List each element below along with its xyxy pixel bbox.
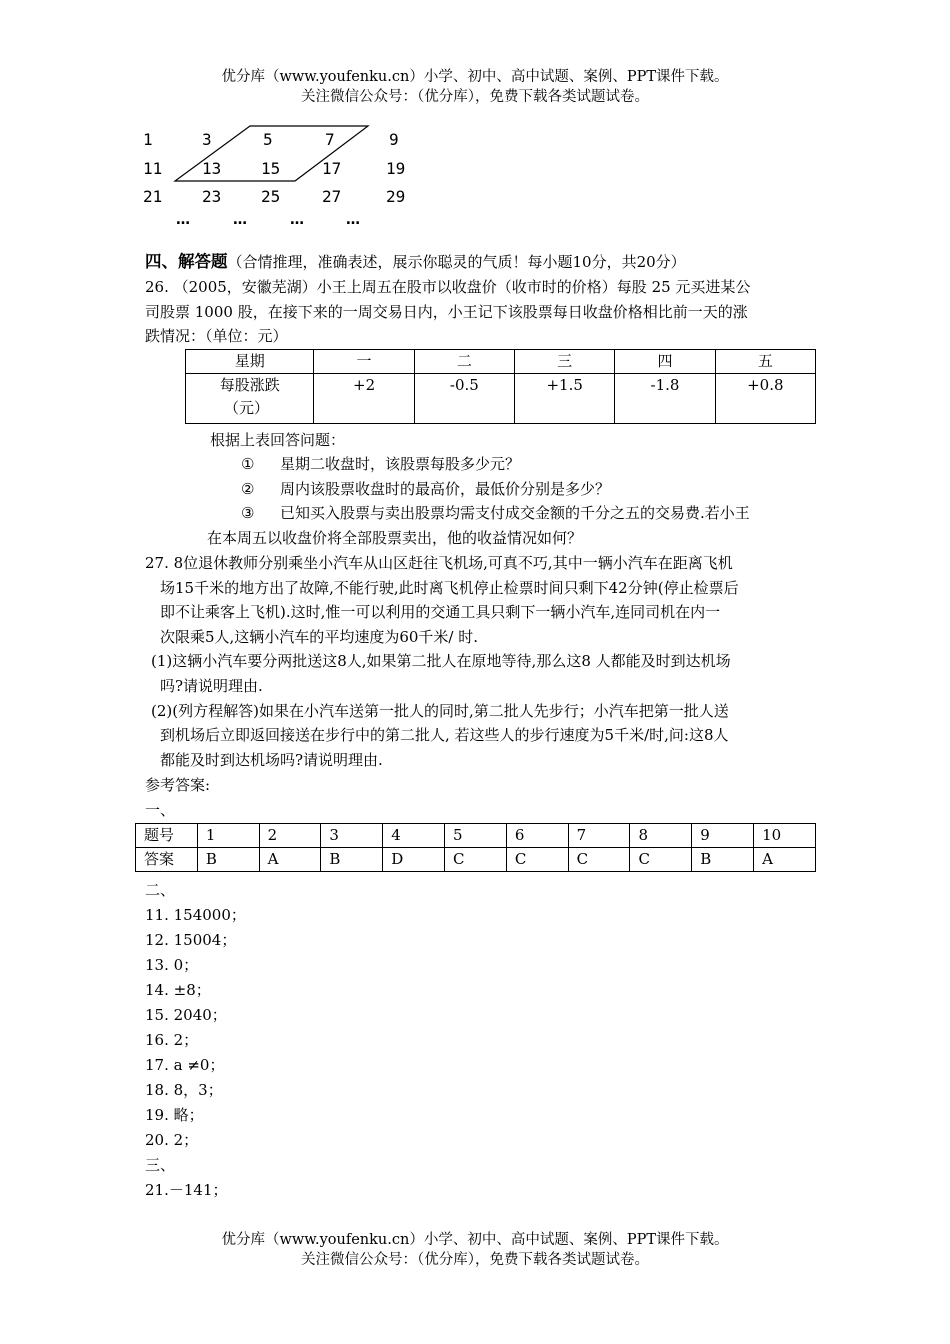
- grid-ellipsis: …: [233, 212, 247, 228]
- q27-line-1: 27. 8位退休教师分别乘坐小汽车从山区赶往飞机场,可真不巧,其中一辆小汽车在距离飞机: [145, 554, 733, 572]
- grid-cell: 25: [261, 187, 281, 206]
- grid-cell: 27: [322, 187, 342, 206]
- table-cell: 答案: [136, 848, 198, 872]
- table-cell: -0.5: [414, 374, 514, 424]
- grid-cell: 21: [143, 187, 163, 206]
- answer-item: 18. 8，3；: [145, 1081, 223, 1099]
- grid-cell: 5: [263, 130, 273, 149]
- table-cell: 五: [715, 350, 815, 374]
- footer-line-1: 优分库（www.youfenku.cn）小学、初中、高中试题、案例、PPT课件下载。: [221, 1232, 729, 1248]
- grid-ellipsis: …: [176, 212, 190, 228]
- table-cell: 2: [259, 824, 321, 848]
- answer-item: 19. 略；: [145, 1106, 204, 1124]
- q26-sub1: 星期二收盘时，该股票每股多少元？: [280, 455, 521, 473]
- q27-part1-b: 吗?请说明理由.: [160, 677, 263, 695]
- section-4-subtitle: （合情推理，准确表述，展示你聪灵的气质！每小题10分，共20分）: [227, 253, 686, 271]
- row-label-unit: （元）: [224, 399, 270, 417]
- section-4-title: 四、解答题: [145, 252, 228, 271]
- table-cell: +0.8: [715, 374, 815, 424]
- table-cell: 星期: [186, 350, 314, 374]
- answer-item: 11. 154000；: [145, 906, 246, 924]
- q26-line-3: 跌情况：（单位：元）: [145, 327, 288, 345]
- q27-part1-a: (1)这辆小汽车要分两批送这8人,如果第二批人在原地等待,那么这8 人都能及时到达机场: [151, 652, 731, 670]
- q26-prompt: 根据上表回答问题：: [210, 431, 346, 449]
- answer-item: 17. a ≠0；: [145, 1056, 225, 1074]
- table-cell: 10: [754, 824, 816, 848]
- answer-item-21: 21.－141；: [145, 1181, 228, 1199]
- table-cell: 一: [314, 350, 414, 374]
- table-cell: 8: [630, 824, 692, 848]
- table-cell: -1.8: [615, 374, 715, 424]
- table-cell: A: [754, 848, 816, 872]
- grid-cell: 3: [202, 130, 212, 149]
- table-cell: A: [259, 848, 321, 872]
- q26-line-1: 26. （2005，安徽芜湖）小王上周五在股市以收盘价（收市时的价格）每股 25 元买进某公: [145, 278, 751, 296]
- table-cell: C: [630, 848, 692, 872]
- grid-cell: 13: [202, 159, 222, 178]
- answers-part-2: 二、: [145, 881, 176, 899]
- grid-cell: 7: [325, 130, 335, 149]
- answers-title: 参考答案:: [145, 776, 211, 794]
- table-row: [186, 374, 816, 424]
- q26-sub1-mark: ①: [241, 455, 255, 473]
- table-row: [186, 350, 816, 374]
- answer-item: 14. ±8；: [145, 981, 211, 999]
- grid-cell: 23: [202, 187, 222, 206]
- answer-item: 12. 15004；: [145, 931, 237, 949]
- q26-sub2: 周内该股票收盘时的最高价，最低价分别是多少？: [280, 480, 611, 498]
- table-row: [136, 824, 816, 848]
- q26-sub3-cont: 在本周五以收盘价将全部股票卖出，他的收益情况如何？: [207, 529, 583, 547]
- grid-cell: 19: [386, 159, 406, 178]
- grid-cell: 17: [322, 159, 342, 178]
- answer-item: 13. 0；: [145, 956, 199, 974]
- header-line-1: 优分库（www.youfenku.cn）小学、初中、高中试题、案例、PPT课件下载。: [221, 69, 729, 85]
- grid-cell: 1: [143, 130, 153, 149]
- q27-part2-b: 到机场后立即返回接送在步行中的第二批人, 若这些人的步行速度为5千米/时,问:这8人: [160, 726, 729, 744]
- table-cell: 6: [506, 824, 568, 848]
- grid-cell: 15: [261, 159, 281, 178]
- table-cell: 7: [568, 824, 630, 848]
- table-cell: 题号: [136, 824, 198, 848]
- footer-line-2: 关注微信公众号：（优分库），免费下载各类试题试卷。: [301, 1252, 649, 1268]
- q27-part2-c: 都能及时到达机场吗?请说明理由.: [160, 751, 383, 769]
- grid-cell: 11: [143, 159, 163, 178]
- table-cell: +2: [314, 374, 414, 424]
- table-cell: C: [506, 848, 568, 872]
- header-line-2: 关注微信公众号：（优分库），免费下载各类试题试卷。: [301, 89, 649, 105]
- q27-line-3: 即不让乘客上飞机).这时,惟一可以利用的交通工具只剩下一辆小汽车,连同司机在内一: [160, 603, 721, 621]
- table-cell: [186, 374, 314, 424]
- table-row: [136, 848, 816, 872]
- table-cell: C: [445, 848, 507, 872]
- section-4-heading: [145, 252, 686, 272]
- table-cell: 四: [615, 350, 715, 374]
- table-cell: 3: [321, 824, 383, 848]
- q26-sub3-mark: ③: [241, 504, 255, 522]
- table-cell: 9: [692, 824, 754, 848]
- table-cell: +1.5: [515, 374, 615, 424]
- row-label: 每股涨跌: [219, 376, 280, 394]
- table-cell: 三: [515, 350, 615, 374]
- table-cell: D: [383, 848, 445, 872]
- q27-line-4: 次限乘5人,这辆小汽车的平均速度为60千米/ 时.: [160, 628, 478, 646]
- q26-line-2: 司股票 1000 股，在接下来的一周交易日内，小王记下该股票每日收盘价格相比前一天的涨: [145, 303, 748, 321]
- grid-ellipsis: …: [290, 212, 304, 228]
- answers-part-3: 三、: [145, 1156, 176, 1174]
- table-cell: C: [568, 848, 630, 872]
- answer-item: 16. 2；: [145, 1031, 199, 1049]
- answer-item: 15. 2040；: [145, 1006, 227, 1024]
- answers-part-1: 一、: [145, 801, 176, 819]
- answer-table: [135, 823, 816, 872]
- grid-cell: 9: [389, 130, 399, 149]
- answer-item: 20. 2；: [145, 1131, 199, 1149]
- grid-cell: 29: [386, 187, 406, 206]
- table-cell: B: [692, 848, 754, 872]
- table-cell: B: [321, 848, 383, 872]
- table-cell: 二: [414, 350, 514, 374]
- stock-change-table: [185, 349, 816, 424]
- q27-line-2: 场15千米的地方出了故障,不能行驶,此时离飞机停止检票时间只剩下42分钟(停止检票后: [160, 579, 739, 597]
- table-cell: B: [197, 848, 259, 872]
- table-cell: 4: [383, 824, 445, 848]
- table-cell: 1: [197, 824, 259, 848]
- q26-sub2-mark: ②: [241, 480, 255, 498]
- table-cell: 5: [445, 824, 507, 848]
- grid-ellipsis: …: [346, 212, 360, 228]
- q26-sub3: 已知买入股票与卖出股票均需支付成交金额的千分之五的交易费.若小王: [280, 504, 750, 522]
- q27-part2-a: (2)(列方程解答)如果在小汽车送第一批人的同时,第二批人先步行；小汽车把第一批人送: [151, 702, 729, 720]
